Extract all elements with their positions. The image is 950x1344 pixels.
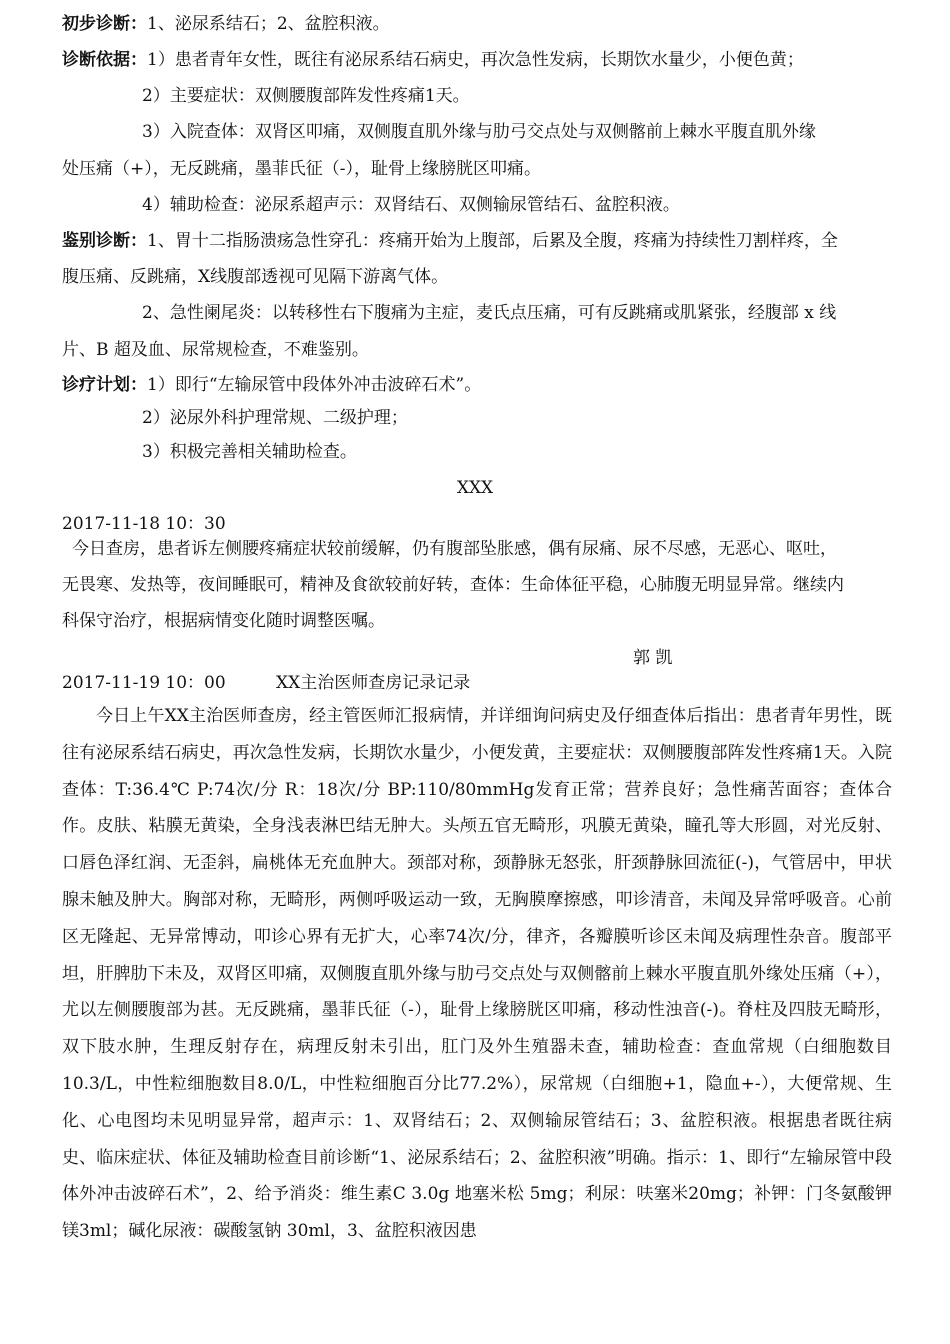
record1-line3: 科保守治疗，根据病情变化随时调整医嘱。	[62, 611, 385, 631]
prelim-diagnosis-line	[62, 12, 892, 36]
plan-item2: 2）泌尿外科护理常规、二级护理；	[142, 408, 408, 428]
diagnosis-basis-item3-line1: 3）入院查体：双肾区叩痛，双侧腹直肌外缘与肋弓交点处与双侧髂前上棘水平腹直肌外缘	[142, 122, 816, 142]
diagnosis-basis-item3-line2: 处压痛（+），无反跳痛，墨菲氏征（-），耻骨上缘膀胱区叩痛。	[62, 159, 541, 179]
prelim-diagnosis-text: 1、泌尿系结石；2、盆腔积液。	[147, 14, 390, 34]
diagnosis-basis-label: 诊断依据：	[62, 50, 147, 70]
differential-item1-line1: 1、胃十二指肠溃疡急性穿孔：疼痛开始为上腹部，后累及全腹，疼痛为持续性刀割样疼，全	[147, 231, 838, 251]
diagnosis-basis-line	[62, 48, 892, 72]
plan-item3: 3）积极完善相关辅助检查。	[142, 442, 357, 462]
record1-signature: 郭 凯	[633, 648, 673, 668]
plan-label: 诊疗计划：	[62, 375, 147, 395]
differential-label: 鉴别诊断：	[62, 231, 147, 251]
differential-item2-line1: 2、急性阑尾炎：以转移性右下腹痛为主症，麦氏点压痛，可有反跳痛或肌紧张，经腹部 x 线	[142, 303, 837, 323]
plan-line	[62, 373, 892, 397]
record1-datetime: 2017-11-18 10：30	[62, 514, 226, 534]
differential-item2-line2: 片、B 超及血、尿常规检查，不难鉴别。	[62, 340, 369, 360]
diagnosis-basis-item1: 1）患者青年女性，既往有泌尿系结石病史，再次急性发病，长期饮水量少，小便色黄；	[147, 50, 804, 70]
differential-line	[62, 229, 892, 253]
prelim-diagnosis-label: 初步诊断：	[62, 14, 147, 34]
plan-item1: 1）即行“左输尿管中段体外冲击波碎石术”。	[147, 375, 482, 395]
signature-xxx: XXX	[456, 478, 494, 498]
diagnosis-basis-item4: 4）辅助检查：泌尿系超声示：双肾结石、双侧输尿管结石、盆腔积液。	[142, 195, 680, 215]
record1-line2: 无畏寒、发热等，夜间睡眠可，精神及食欲较前好转，查体：生命体征平稳，心肺腹无明显异常。继续内	[62, 575, 844, 595]
record1-line1: 今日查房，患者诉左侧腰疼痛症状较前缓解，仍有腹部坠胀感，偶有尿痛、尿不尽感，无恶心、呕吐，	[72, 539, 837, 559]
record2-body: 今日上午XX主治医师查房，经主管医师汇报病情，并详细询问病史及仔细查体后指出：患者青年男性，既往有泌尿系结石病史，再次急性发病，长期饮水量少，小便发黄，主要症状：双侧腰腹部阵发性疼痛1天。入院查体：T:36.4℃ P:74次/分 R：18次/分 BP:110/80mmHg发育正常；营养良好；急性痛苦面容；查体合作。皮肤、粘膜无黄染，全身浅表淋巴结无肿大。头颅五官无畸形，巩膜无黄染，瞳孔等大形圆，对光反射、口唇色泽红润、无歪斜，扁桃体无充血肿大。颈部对称，颈静脉无怒张，肝颈静脉回流征(-)，气管居中，甲状腺未触及肿大。胸部对称，无畸形，两侧呼吸运动一致，无胸膜摩擦感，叩诊清音，未闻及异常呼吸音。心前区无隆起、无异常博动，叩诊心界有无扩大，心率74次/分，律齐，各瓣膜听诊区未闻及病理性杂音。腹部平坦，肝脾肋下未及，双肾区叩痛，双侧腹直肌外缘与肋弓交点处与双侧髂前上棘水平腹直肌外缘处压痛（+），尤以左侧腰腹部为甚。无反跳痛，墨菲氏征（-），耻骨上缘膀胱区叩痛，移动性浊音(-)。脊柱及四肢无畸形，双下肢水肿，生理反射存在，病理反射未引出，肛门及外生殖器未查，辅助检查：查血常规（白细胞数目10.3/L，中性粒细胞数目8.0/L，中性粒细胞百分比77.2%），尿常规（白细胞+1，隐血+-），大便常规、生化、心电图均未见明显异常，超声示：1、双肾结石；2、双侧输尿管结石；3、盆腔积液。根据患者既往病史、临床症状、体征及辅助检查目前诊断“1、泌尿系结石；2、盆腔积液”明确。指示：1、即行“左输尿管中段体外冲击波碎石术”，2、给予消炎：维生素C 3.0g 地塞米松 5mg；利尿：呋塞米20mg；补钾：门冬氨酸钾镁3ml；碱化尿液：碳酸氢钠 30ml，3、盆腔积液因患	[62, 706, 892, 1242]
diagnosis-basis-item2: 2）主要症状：双侧腰腹部阵发性疼痛1天。	[142, 86, 470, 106]
record2-datetime: 2017-11-19 10：00	[62, 673, 226, 693]
record2-title: XX主治医师查房记录记录	[276, 673, 471, 693]
differential-item1-line2: 腹压痛、反跳痛，X线腹部透视可见隔下游离气体。	[62, 267, 449, 287]
